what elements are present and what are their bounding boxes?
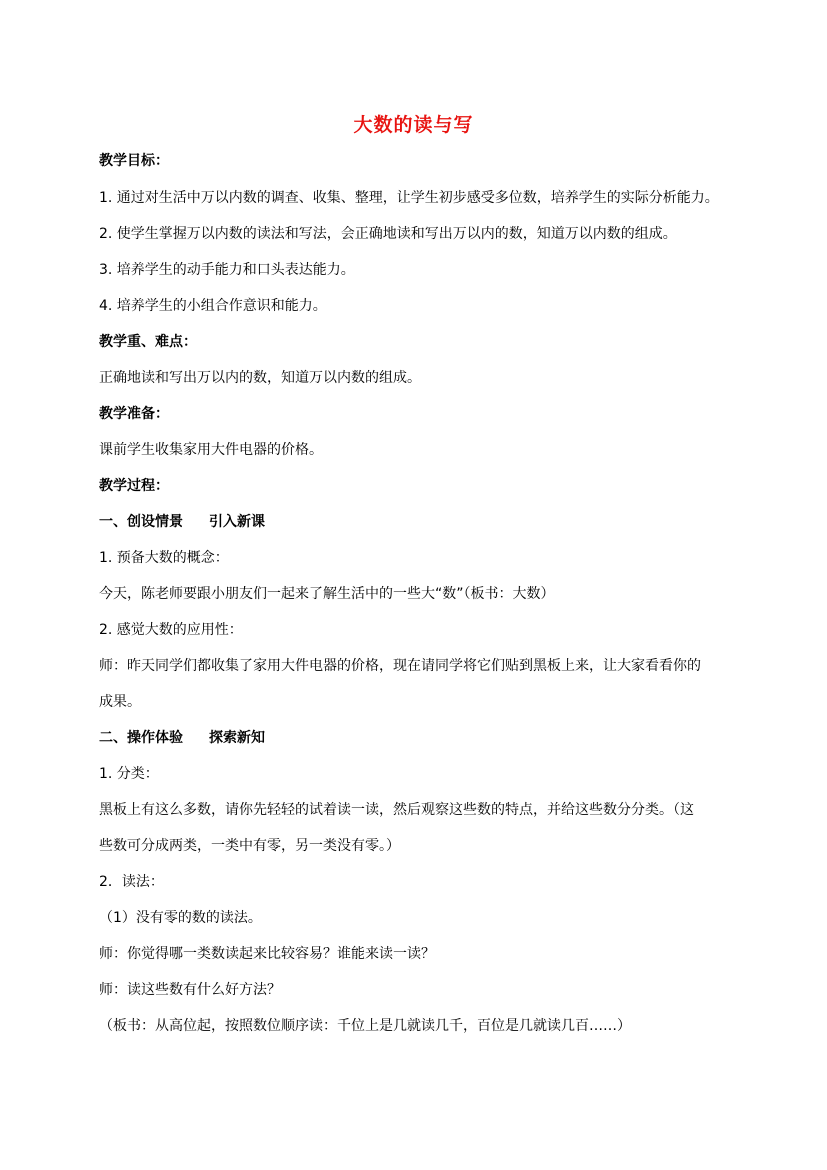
goal-item-4: 4. 培养学生的小组合作意识和能力。 [99,298,327,314]
section-2-item-1: 1. 分类： [99,766,159,782]
section-1-item-1: 1. 预备大数的概念： [99,550,229,566]
heading-key-points: 教学重、难点： [99,334,197,350]
goal-item-2: 2. 使学生掌握万以内数的读法和写法，会正确地读和写出万以内的数，知道万以内数的组成。 [99,226,677,242]
document-title: 大数的读与写 [353,114,474,136]
section-2-question-2: 师：读这些数有什么好方法？ [99,982,281,998]
section-2-heading [99,728,265,748]
section-2-item-1-text-line-2: 些数可分成两类，一类中有零，另一类没有零。） [99,838,400,854]
section-1-item-2-text-line-2: 成果。 [99,694,141,710]
key-points-text: 正确地读和写出万以内的数，知道万以内数的组成。 [99,370,421,386]
goal-item-3: 3. 培养学生的动手能力和口头表达能力。 [99,262,355,278]
goal-item-1: 1. 通过对生活中万以内数的调查、收集、整理，让学生初步感受多位数，培养学生的实际分析能力。 [99,190,719,206]
heading-teaching-goals: 教学目标： [99,153,169,169]
section-1-item-1-text: 今天，陈老师要跟小朋友们一起来了解生活中的一些大“数”（板书：大数） [99,586,555,602]
heading-teaching-process: 教学过程： [99,478,169,494]
section-1-subtitle: 引入新课 [209,514,265,530]
section-1-item-2-text-line-1: 师：昨天同学们都收集了家用大件电器的价格，现在请同学将它们贴到黑板上来，让大家看看你的 [99,658,701,674]
section-1-item-2: 2. 感觉大数的应用性： [99,622,243,638]
section-2-item-2-sub-1: （1）没有零的数的读法。 [99,910,262,926]
section-2-item-2: 2．读法： [99,874,164,890]
section-2-subtitle: 探索新知 [209,730,265,746]
preparation-text: 课前学生收集家用大件电器的价格。 [99,442,323,458]
section-1-heading [99,512,265,532]
section-2-item-1-text-line-1: 黑板上有这么多数，请你先轻轻的试着读一读，然后观察这些数的特点，并给这些数分分类。（这 [99,802,694,818]
heading-preparation: 教学准备： [99,406,169,422]
section-2-board-note: （板书：从高位起，按照数位顺序读：千位上是几就读几千，百位是几就读几百……） [99,1018,631,1034]
section-1-title: 一、创设情景 [99,514,183,530]
section-2-title: 二、操作体验 [99,730,183,746]
section-2-question-1: 师：你觉得哪一类数读起来比较容易？谁能来读一读？ [99,946,435,962]
